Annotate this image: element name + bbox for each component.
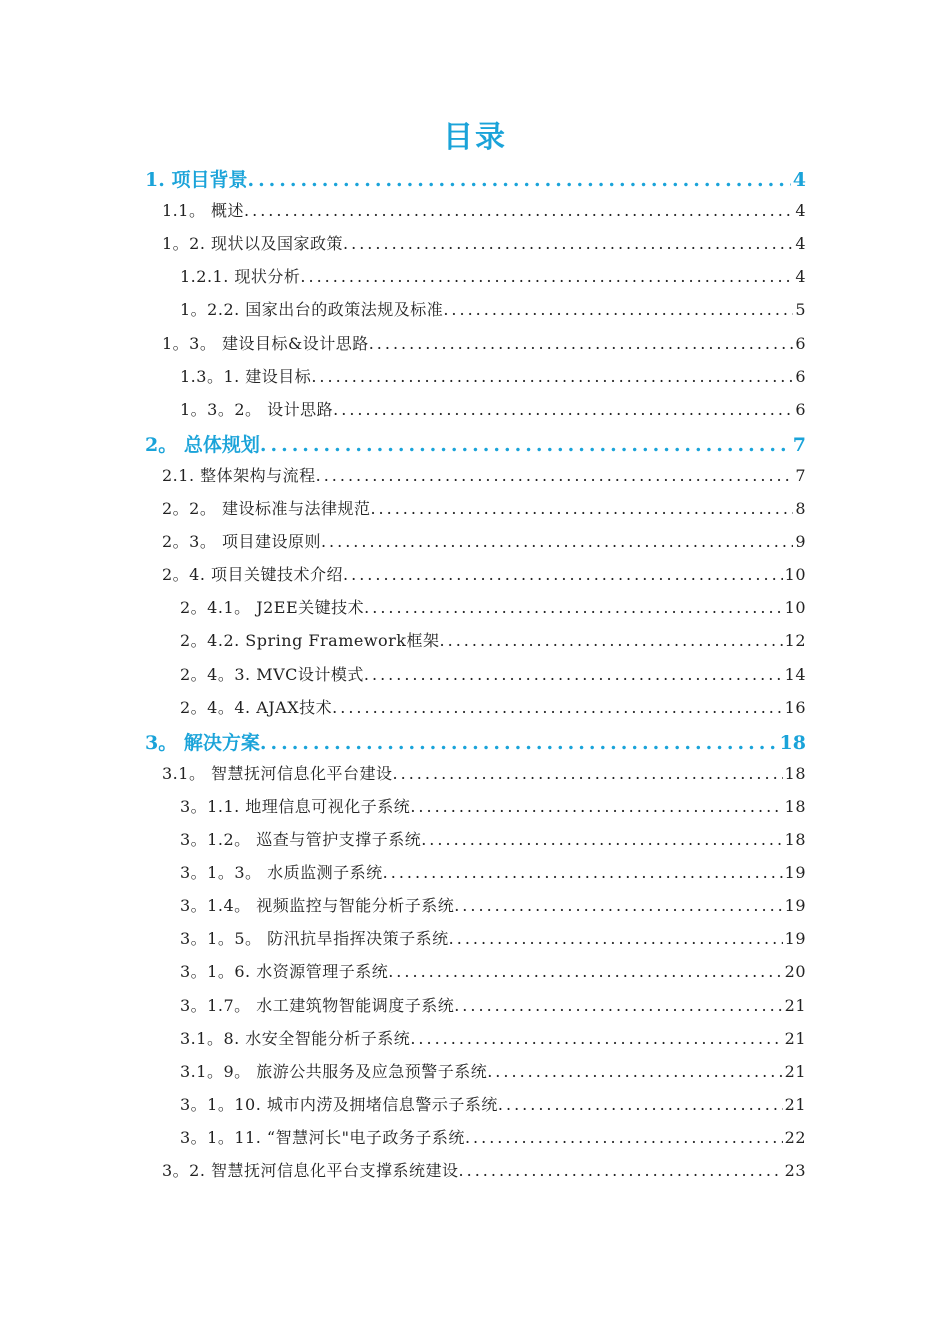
toc-entry-title: 3.1。9。 旅游公共服务及应急预警子系统 xyxy=(180,1061,488,1081)
toc-page-number: 14 xyxy=(784,664,806,684)
toc-entry-level-3[interactable] xyxy=(180,595,806,623)
toc-dot-leader xyxy=(454,996,782,1015)
toc-page-number: 22 xyxy=(784,1127,806,1147)
toc-entry-title: 3。1。11. “智慧河长"电子政务子系统 xyxy=(180,1127,465,1147)
toc-dot-leader xyxy=(333,400,793,419)
toc-page-number: 7 xyxy=(795,465,806,485)
toc-entry-title: 2。 总体规划 xyxy=(145,433,260,456)
toc-entry-title: 3。1.7。 水工建筑物智能调度子系统 xyxy=(180,995,455,1015)
toc-entry-title: 2。4.1。 J2EE关键技术 xyxy=(180,598,365,618)
toc-page-number: 19 xyxy=(784,896,806,916)
toc-page-number: 10 xyxy=(784,598,806,618)
toc-page-number: 18 xyxy=(784,796,806,816)
toc-page-number: 6 xyxy=(795,366,806,386)
toc-dot-leader xyxy=(454,896,782,915)
toc-entry-title: 1.3。1. 建设目标 xyxy=(180,366,312,386)
toc-entry-level-3[interactable] xyxy=(180,297,806,325)
toc-entry-title: 2。4。4. AJAX技术 xyxy=(180,697,333,717)
toc-entry-title: 3.1。8. 水安全智能分析子系统 xyxy=(180,1028,411,1048)
toc-dot-leader xyxy=(410,1029,782,1048)
toc-entry-title: 3。1.2。 巡查与管护支撑子系统 xyxy=(180,830,422,849)
toc-page-number: 21 xyxy=(784,995,806,1015)
toc-entry-title: 3。2. 智慧抚河信息化平台支撑系统建设 xyxy=(162,1161,459,1180)
toc-entry-level-2[interactable] xyxy=(162,529,806,557)
toc-entry-title: 1.1。 概述 xyxy=(162,201,245,221)
toc-page-number: 5 xyxy=(795,300,806,320)
toc-entry-level-3[interactable] xyxy=(180,794,806,822)
toc-dot-leader xyxy=(321,532,793,551)
toc-entry-level-2[interactable] xyxy=(162,562,806,590)
toc-entry-level-3[interactable] xyxy=(180,827,806,855)
toc-entry-title: 3。1。10. 城市内涝及拥堵信息警示子系统 xyxy=(180,1094,498,1114)
toc-dot-leader xyxy=(421,830,782,849)
toc-entry-level-3[interactable] xyxy=(180,1059,806,1087)
toc-entry-level-3[interactable] xyxy=(180,860,806,888)
toc-dot-leader xyxy=(332,698,783,717)
toc-entry-title: 3。1。6. 水资源管理子系统 xyxy=(180,962,389,982)
toc-page-number: 12 xyxy=(784,631,806,651)
toc-dot-leader xyxy=(364,665,783,684)
toc-entry-title: 3。1.4。 视频监控与智能分析子系统 xyxy=(180,896,455,916)
toc-entry-level-2[interactable] xyxy=(162,1158,806,1186)
toc-dot-leader xyxy=(410,797,782,816)
toc-page-number: 20 xyxy=(784,962,806,982)
toc-entry-level-3[interactable] xyxy=(180,364,806,392)
toc-dot-leader xyxy=(388,962,782,981)
toc-page-number: 16 xyxy=(784,697,806,717)
toc-page-number: 8 xyxy=(795,499,806,518)
toc-entry-title: 3。1。3。 水质监测子系统 xyxy=(180,863,383,883)
toc-page-number: 4 xyxy=(792,169,806,191)
toc-page-number: 19 xyxy=(784,863,806,883)
toc-entry-level-2[interactable] xyxy=(162,463,806,491)
toc-dot-leader xyxy=(443,300,793,319)
toc-page-number: 18 xyxy=(784,763,806,783)
toc-entry-level-1[interactable] xyxy=(145,430,806,458)
toc-page-number: 4 xyxy=(795,234,806,254)
toc-dot-leader xyxy=(244,201,793,220)
toc-dot-leader xyxy=(498,1095,783,1114)
toc-entry-title: 1。3。2。 设计思路 xyxy=(180,399,334,419)
toc-dot-leader xyxy=(440,631,783,650)
toc-entry-level-1[interactable] xyxy=(145,728,806,756)
toc-dot-leader xyxy=(247,169,790,191)
toc-entry-level-1[interactable] xyxy=(145,165,806,193)
toc-entry-level-3[interactable] xyxy=(180,1026,806,1054)
toc-entry-level-2[interactable] xyxy=(162,761,806,789)
toc-dot-leader xyxy=(383,863,783,882)
toc-page-number: 18 xyxy=(779,731,806,754)
toc-page-number: 6 xyxy=(795,399,806,419)
toc-dot-leader xyxy=(311,367,793,386)
toc-entry-level-3[interactable] xyxy=(180,993,806,1021)
toc-entry-title: 2.1. 整体架构与流程 xyxy=(162,465,316,485)
toc-entry-title: 3.1。 智慧抚河信息化平台建设 xyxy=(162,763,393,783)
toc-page-number: 21 xyxy=(784,1061,806,1081)
toc-dot-leader xyxy=(465,1128,783,1147)
toc-dot-leader xyxy=(369,334,794,353)
toc-title: 目录 xyxy=(443,120,507,155)
toc-entry-level-3[interactable] xyxy=(180,662,806,690)
toc-page-number: 21 xyxy=(784,1028,806,1048)
toc-entry-title: 3。 解决方案 xyxy=(145,731,260,754)
toc-entry-title: 3。1.1. 地理信息可视化子系统 xyxy=(180,796,411,816)
toc-entry-level-3[interactable] xyxy=(180,397,806,425)
toc-dot-leader xyxy=(343,565,783,584)
toc-entry-level-3[interactable] xyxy=(180,628,806,656)
toc-dot-leader xyxy=(487,1062,782,1081)
toc-dot-leader xyxy=(364,598,782,617)
toc-entry-level-2[interactable] xyxy=(162,231,806,259)
toc-entry-title: 1.2.1. 现状分析 xyxy=(180,267,301,287)
toc-page-number: 9 xyxy=(795,532,806,552)
toc-entry-title: 3。1。5。 防汛抗旱指挥决策子系统 xyxy=(180,929,449,949)
toc-page-number: 7 xyxy=(792,433,806,456)
toc-dot-leader xyxy=(393,764,783,783)
toc-entry-level-2[interactable] xyxy=(162,496,806,524)
toc-page-number: 4 xyxy=(795,267,806,287)
toc-entry-title: 2。4。3. MVC设计模式 xyxy=(180,664,364,684)
toc-dot-leader xyxy=(260,434,791,456)
toc-entry-title: 2。4.2. Spring Framework框架 xyxy=(180,631,440,651)
toc-entry-level-3[interactable] xyxy=(180,959,806,987)
toc-dot-leader xyxy=(300,267,793,286)
toc-dot-leader xyxy=(459,1161,783,1180)
toc-entry-level-3[interactable] xyxy=(180,264,806,292)
toc-dot-leader xyxy=(260,732,778,754)
toc-dot-leader xyxy=(449,929,783,948)
toc-entry-title: 1。2.2. 国家出台的政策法规及标准 xyxy=(180,300,444,320)
toc-page-number: 4 xyxy=(795,201,806,221)
toc-entry-level-3[interactable] xyxy=(180,893,806,921)
toc-page-number: 19 xyxy=(784,929,806,949)
toc-page-number: 6 xyxy=(795,333,806,353)
toc-entry-level-2[interactable] xyxy=(162,331,806,359)
toc-entry-level-3[interactable] xyxy=(180,1092,806,1120)
toc-page-number: 23 xyxy=(784,1161,806,1180)
toc-entry-title: 1. 项目背景 xyxy=(145,169,248,191)
toc-entry-level-3[interactable] xyxy=(180,1125,806,1153)
toc-entry-level-3[interactable] xyxy=(180,695,806,723)
toc-page-number: 10 xyxy=(784,565,806,585)
toc-page-number: 18 xyxy=(784,830,806,849)
toc-entry-title: 2。2。 建设标准与法律规范 xyxy=(162,499,371,518)
toc-dot-leader xyxy=(316,466,794,485)
toc-page-number: 21 xyxy=(784,1094,806,1114)
toc-entry-level-2[interactable] xyxy=(162,198,806,226)
toc-entry-title: 2。4. 项目关键技术介绍 xyxy=(162,565,344,585)
toc-entry-level-3[interactable] xyxy=(180,926,806,954)
toc-entry-title: 1。2. 现状以及国家政策 xyxy=(162,234,344,254)
toc-dot-leader xyxy=(370,499,793,518)
toc-entry-title: 2。3。 项目建设原则 xyxy=(162,532,321,552)
toc-dot-leader xyxy=(343,234,793,253)
toc-entry-title: 1。3。 建设目标&设计思路 xyxy=(162,333,369,353)
